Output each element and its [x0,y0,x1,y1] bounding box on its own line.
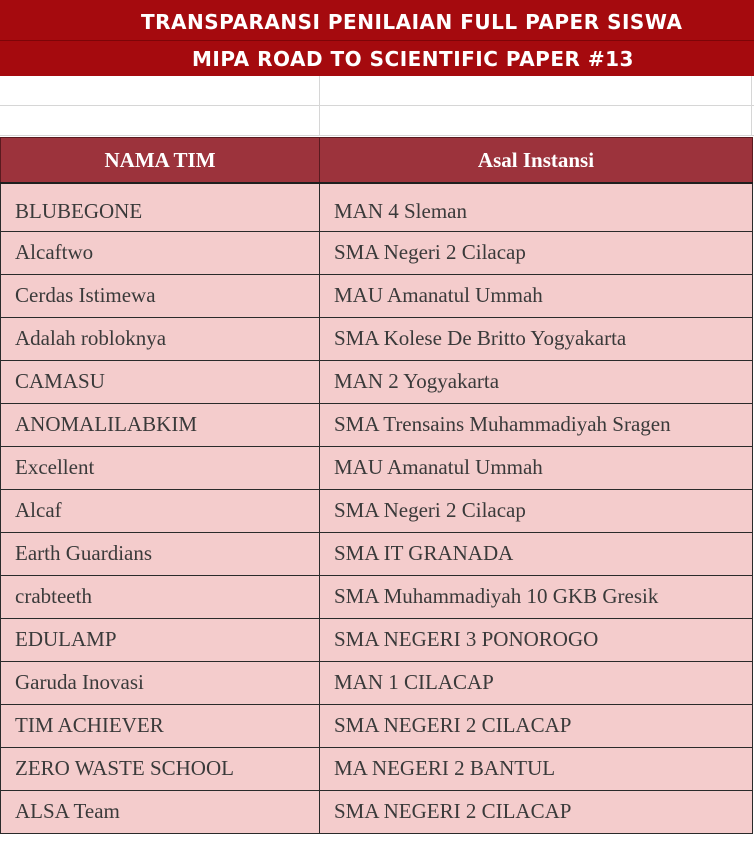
page-title: TRANSPARANSI PENILAIAN FULL PAPER SISWA [141,10,683,34]
title-banner-line2 [0,40,754,76]
table-row [1,183,753,231]
empty-spreadsheet-row[interactable] [0,106,754,136]
institution-cell[interactable]: SMA NEGERI 3 PONOROGO [320,618,753,661]
team-name-cell[interactable]: ANOMALILABKIM [1,403,320,446]
team-table [0,137,753,834]
table-header-row [1,138,753,184]
empty-spreadsheet-row[interactable] [0,76,754,106]
institution-cell[interactable]: MA NEGERI 2 BANTUL [320,747,753,790]
column-header-team-name[interactable]: NAMA TIM [1,138,320,184]
page-subtitle: MIPA ROAD TO SCIENTIFIC PAPER #13 [192,47,634,71]
team-name-cell[interactable]: CAMASU [1,360,320,403]
team-name-cell[interactable]: ALSA Team [1,790,320,833]
table-row [1,618,753,661]
team-name-cell[interactable]: Cerdas Istimewa [1,274,320,317]
table-row [1,274,753,317]
table-row [1,575,753,618]
table-row [1,704,753,747]
column-header-institution[interactable]: Asal Instansi [320,138,753,184]
team-name-cell[interactable]: TIM ACHIEVER [1,704,320,747]
team-name-cell[interactable]: Alcaftwo [1,231,320,274]
team-name-cell[interactable]: Garuda Inovasi [1,661,320,704]
team-name-cell[interactable]: BLUBEGONE [1,183,320,231]
team-name-cell[interactable]: ZERO WASTE SCHOOL [1,747,320,790]
table-row [1,532,753,575]
table-row [1,790,753,833]
institution-cell[interactable]: SMA Muhammadiyah 10 GKB Gresik [320,575,753,618]
team-name-cell[interactable]: EDULAMP [1,618,320,661]
team-name-cell[interactable]: Adalah robloknya [1,317,320,360]
institution-cell[interactable]: SMA Kolese De Britto Yogyakarta [320,317,753,360]
institution-cell[interactable]: MAU Amanatul Ummah [320,274,753,317]
table-row [1,747,753,790]
institution-cell[interactable]: SMA NEGERI 2 CILACAP [320,790,753,833]
team-name-cell[interactable]: Alcaf [1,489,320,532]
table-row [1,317,753,360]
institution-cell[interactable]: SMA Negeri 2 Cilacap [320,231,753,274]
institution-cell[interactable]: MAN 1 CILACAP [320,661,753,704]
table-row [1,360,753,403]
institution-cell[interactable]: MAN 4 Sleman [320,183,753,231]
table-row [1,446,753,489]
team-name-cell[interactable]: Excellent [1,446,320,489]
institution-cell[interactable]: SMA Negeri 2 Cilacap [320,489,753,532]
institution-cell[interactable]: MAN 2 Yogyakarta [320,360,753,403]
table-row [1,403,753,446]
table-body [1,183,753,833]
table-row [1,661,753,704]
institution-cell[interactable]: MAU Amanatul Ummah [320,446,753,489]
team-name-cell[interactable]: crabteeth [1,575,320,618]
team-name-cell[interactable]: Earth Guardians [1,532,320,575]
institution-cell[interactable]: SMA Trensains Muhammadiyah Sragen [320,403,753,446]
table-row [1,489,753,532]
title-banner-line1 [0,0,754,40]
institution-cell[interactable]: SMA NEGERI 2 CILACAP [320,704,753,747]
table-row [1,231,753,274]
institution-cell[interactable]: SMA IT GRANADA [320,532,753,575]
